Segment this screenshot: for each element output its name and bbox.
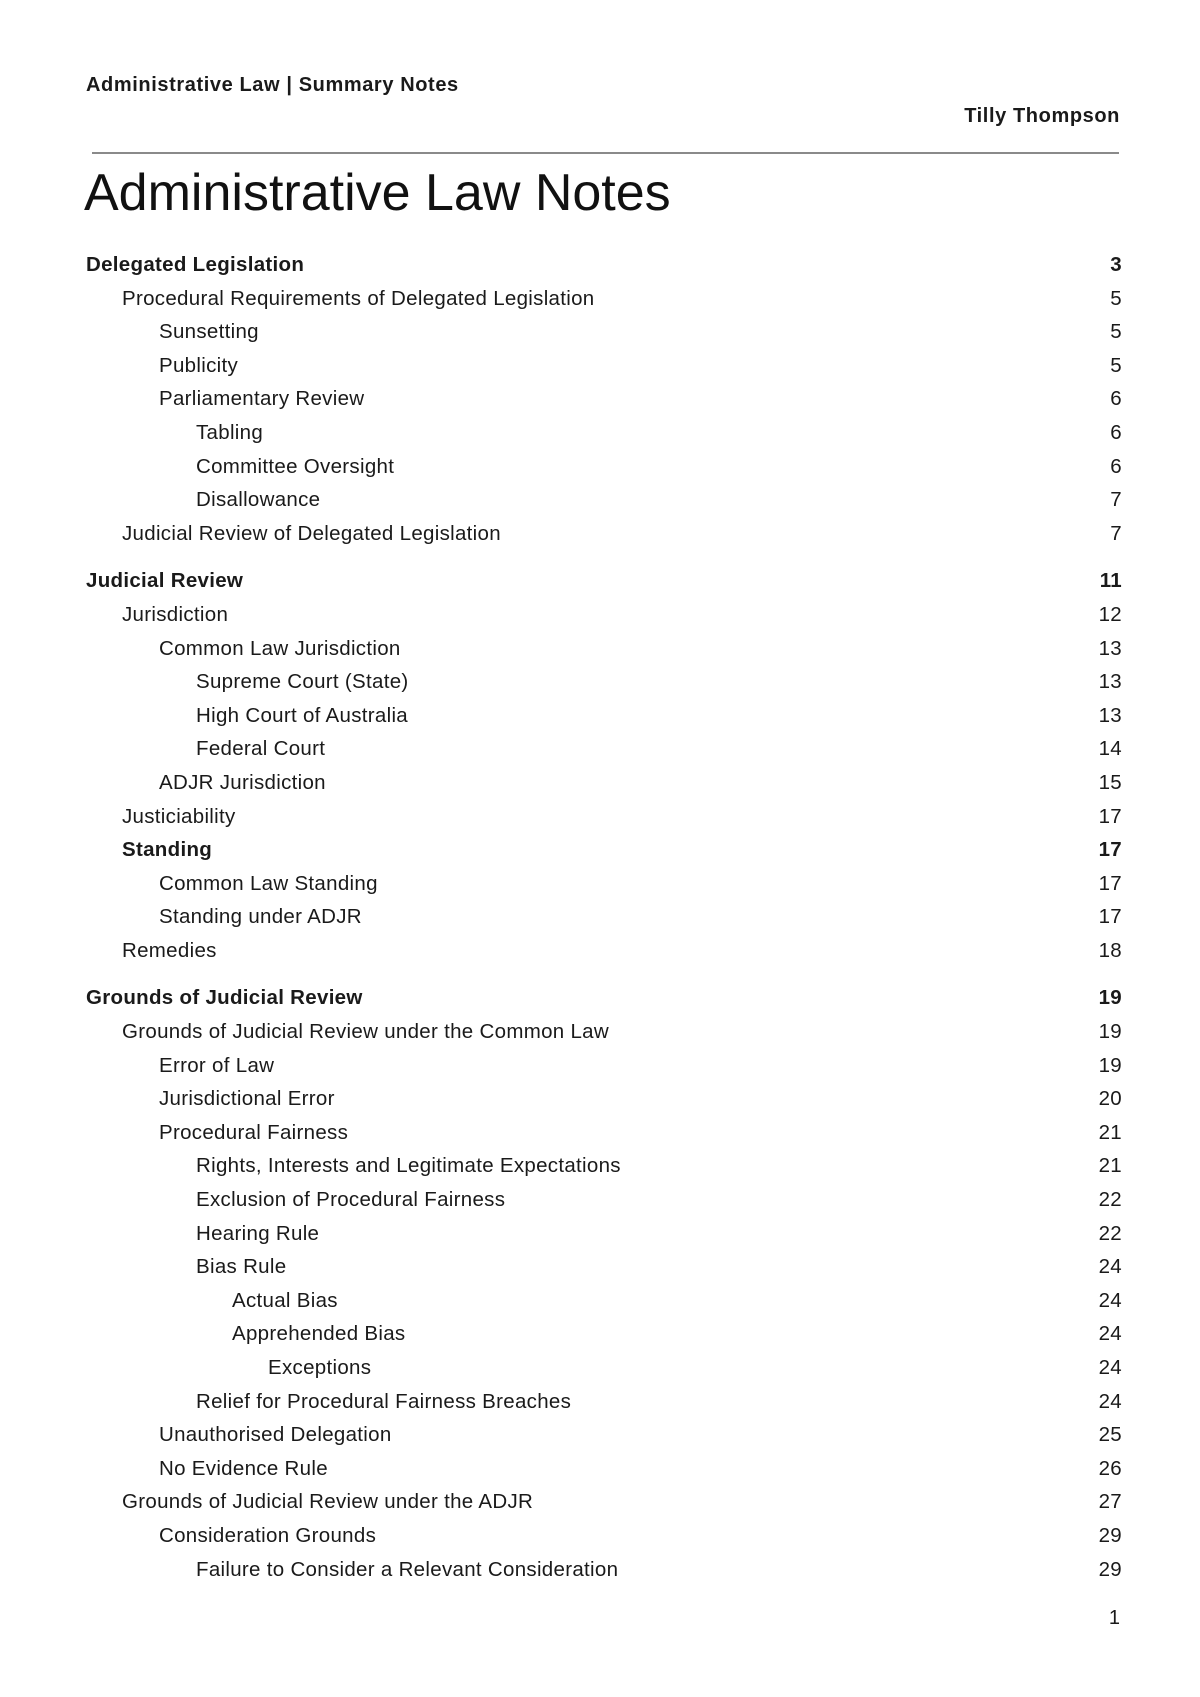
toc-entry-label: Rights, Interests and Legitimate Expectations xyxy=(196,1154,621,1178)
toc-entry[interactable] xyxy=(86,1049,1122,1083)
toc-entry-label: Grounds of Judicial Review xyxy=(86,986,363,1010)
toc-entry[interactable] xyxy=(86,1116,1122,1150)
toc-entry-page-number: 24 xyxy=(1098,1322,1122,1346)
toc-entry-page-number: 5 xyxy=(1110,286,1122,310)
toc-entry[interactable] xyxy=(86,1082,1122,1116)
toc-entry-page-number: 25 xyxy=(1098,1423,1122,1447)
toc-entry-page-number: 17 xyxy=(1098,804,1122,828)
toc-entry-page-number: 11 xyxy=(1099,569,1122,593)
toc-entry[interactable] xyxy=(86,632,1122,666)
toc-entry[interactable] xyxy=(86,934,1122,968)
toc-entry[interactable] xyxy=(86,900,1122,934)
toc-entry-label: Committee Oversight xyxy=(196,454,395,478)
toc-entry-label: Federal Court xyxy=(196,737,326,761)
toc-entry-page-number: 26 xyxy=(1098,1456,1122,1480)
toc-entry-page-number: 13 xyxy=(1098,703,1122,727)
toc-entry-page-number: 24 xyxy=(1098,1356,1122,1379)
toc-entry-label: Jurisdiction xyxy=(122,602,229,626)
toc-entry[interactable] xyxy=(86,416,1122,450)
toc-entry-page-number: 21 xyxy=(1098,1154,1122,1178)
toc-entry-page-number: 18 xyxy=(1098,938,1122,962)
toc-entry-page-number: 7 xyxy=(1110,521,1122,545)
toc-section xyxy=(86,981,1122,1586)
toc-entry-page-number: 13 xyxy=(1098,670,1122,694)
toc-entry-page-number: 14 xyxy=(1098,737,1122,761)
toc-entry[interactable] xyxy=(86,800,1122,834)
toc-entry-page-number: 24 xyxy=(1098,1255,1122,1279)
toc-entry-page-number: 24 xyxy=(1098,1389,1122,1413)
toc-entry-page-number: 21 xyxy=(1098,1120,1122,1144)
toc-entry-label: Grounds of Judicial Review under the ADJR xyxy=(122,1490,534,1514)
toc-entry-label: Relief for Procedural Fairness Breaches xyxy=(196,1389,572,1413)
toc-entry[interactable] xyxy=(86,1284,1122,1318)
toc-entry-label: Judicial Review xyxy=(86,569,244,593)
toc-entry[interactable] xyxy=(86,382,1122,416)
toc-entry-page-number: 6 xyxy=(1110,420,1122,444)
toc-entry-page-number: 6 xyxy=(1110,454,1122,478)
toc-entry[interactable] xyxy=(86,981,1122,1015)
toc-entry[interactable] xyxy=(86,564,1122,598)
toc-entry-label: Judicial Review of Delegated Legislation xyxy=(122,521,501,545)
toc-entry-label: Publicity xyxy=(159,353,239,377)
toc-entry-page-number: 29 xyxy=(1098,1557,1122,1581)
page-number: 1 xyxy=(1108,1607,1120,1629)
toc-entry[interactable] xyxy=(86,349,1122,383)
toc-entry-label: Exclusion of Procedural Fairness xyxy=(196,1188,506,1212)
toc-entry[interactable] xyxy=(86,867,1122,901)
toc-entry-label: No Evidence Rule xyxy=(159,1456,328,1480)
toc-entry-label: Parliamentary Review xyxy=(159,387,365,411)
toc-entry-label: Disallowance xyxy=(196,488,321,512)
toc-entry[interactable] xyxy=(86,315,1122,349)
toc-entry[interactable] xyxy=(86,1351,1122,1385)
toc-entry-page-number: 12 xyxy=(1098,602,1122,626)
toc-entry-page-number: 20 xyxy=(1098,1087,1122,1111)
running-header-title: Administrative Law | Summary Notes xyxy=(86,74,459,96)
toc-entry-label: Standing xyxy=(122,838,213,862)
toc-entry-label: Grounds of Judicial Review under the Common Law xyxy=(122,1020,609,1044)
toc-entry-label: Apprehended Bias xyxy=(232,1322,406,1346)
toc-entry[interactable] xyxy=(86,833,1122,867)
toc-entry-label: Error of Law xyxy=(159,1053,275,1077)
toc-entry[interactable] xyxy=(86,1015,1122,1049)
header-divider xyxy=(92,152,1119,154)
toc-entry-label: Exceptions xyxy=(268,1356,372,1379)
toc-entry-label: Common Law Standing xyxy=(159,871,378,895)
toc-entry-label: Supreme Court (State) xyxy=(196,670,409,694)
toc-entry[interactable] xyxy=(86,766,1122,800)
toc-entry-page-number: 6 xyxy=(1110,387,1122,411)
toc-entry-page-number: 22 xyxy=(1098,1221,1122,1245)
toc-entry-page-number: 17 xyxy=(1098,905,1122,929)
toc-entry-label: Consideration Grounds xyxy=(159,1523,377,1547)
toc-entry-page-number: 5 xyxy=(1110,320,1122,344)
toc-entry-label: Unauthorised Delegation xyxy=(159,1423,392,1447)
toc-entry-page-number: 19 xyxy=(1098,986,1122,1010)
toc-entry-label: Common Law Jurisdiction xyxy=(159,636,401,660)
toc-entry-page-number: 24 xyxy=(1098,1288,1122,1312)
document-title: Administrative Law Notes xyxy=(84,164,671,222)
toc-entry-label: Procedural Fairness xyxy=(159,1120,349,1144)
toc-entry-label: Jurisdictional Error xyxy=(159,1087,335,1111)
toc-entry[interactable] xyxy=(86,1217,1122,1251)
toc-entry-label: High Court of Australia xyxy=(196,703,408,727)
toc-entry-page-number: 19 xyxy=(1098,1020,1122,1044)
toc-entry[interactable] xyxy=(86,517,1122,551)
toc-entry-label: Tabling xyxy=(196,420,264,444)
toc-entry-label: Failure to Consider a Relevant Consideration xyxy=(196,1557,619,1581)
toc-section xyxy=(86,248,1122,550)
toc-entry[interactable] xyxy=(86,1149,1122,1183)
toc-entry[interactable] xyxy=(86,1485,1122,1519)
toc-entry[interactable] xyxy=(86,598,1122,632)
toc-entry-page-number: 17 xyxy=(1098,838,1122,862)
toc-entry[interactable] xyxy=(86,450,1122,484)
toc-entry[interactable] xyxy=(86,699,1122,733)
toc-entry-page-number: 29 xyxy=(1098,1523,1122,1547)
toc-entry-page-number: 27 xyxy=(1098,1490,1122,1514)
toc-entry[interactable] xyxy=(86,282,1122,316)
toc-entry-label: Sunsetting xyxy=(159,320,259,344)
toc-entry[interactable] xyxy=(86,1317,1122,1351)
toc-entry[interactable] xyxy=(86,665,1122,699)
toc-entry[interactable] xyxy=(86,1418,1122,1452)
toc-entry-label: ADJR Jurisdiction xyxy=(159,770,326,794)
toc-entry-page-number: 15 xyxy=(1098,770,1122,794)
toc-entry-page-number: 3 xyxy=(1110,253,1122,276)
toc-entry[interactable] xyxy=(86,1452,1122,1486)
running-header-author: Tilly Thompson xyxy=(964,105,1120,127)
toc-entry[interactable] xyxy=(86,732,1122,766)
toc-entry-label: Remedies xyxy=(122,938,217,962)
toc-entry[interactable] xyxy=(86,1519,1122,1553)
toc-entry[interactable] xyxy=(86,1553,1122,1587)
toc-entry[interactable] xyxy=(86,248,1122,282)
toc-entry-label: Standing under ADJR xyxy=(159,905,362,929)
toc-entry-page-number: 5 xyxy=(1110,353,1122,377)
toc-entry-page-number: 13 xyxy=(1098,636,1122,660)
toc-entry-label: Justiciability xyxy=(122,804,236,828)
toc-entry-label: Actual Bias xyxy=(232,1288,338,1312)
toc-entry-label: Hearing Rule xyxy=(196,1221,320,1245)
toc-entry-label: Procedural Requirements of Delegated Legislation xyxy=(122,286,595,310)
toc-section xyxy=(86,564,1122,967)
toc-entry-label: Bias Rule xyxy=(196,1255,287,1279)
toc-entry-page-number: 19 xyxy=(1098,1053,1122,1077)
toc-entry[interactable] xyxy=(86,1385,1122,1419)
toc-entry[interactable] xyxy=(86,1250,1122,1284)
toc-entry[interactable] xyxy=(86,1183,1122,1217)
toc-entry-label: Delegated Legislation xyxy=(86,253,305,276)
toc-entry-page-number: 17 xyxy=(1098,871,1122,895)
toc-entry-page-number: 7 xyxy=(1110,488,1122,512)
table-of-contents xyxy=(86,248,1122,1586)
toc-entry-page-number: 22 xyxy=(1098,1188,1122,1212)
toc-entry[interactable] xyxy=(86,483,1122,517)
